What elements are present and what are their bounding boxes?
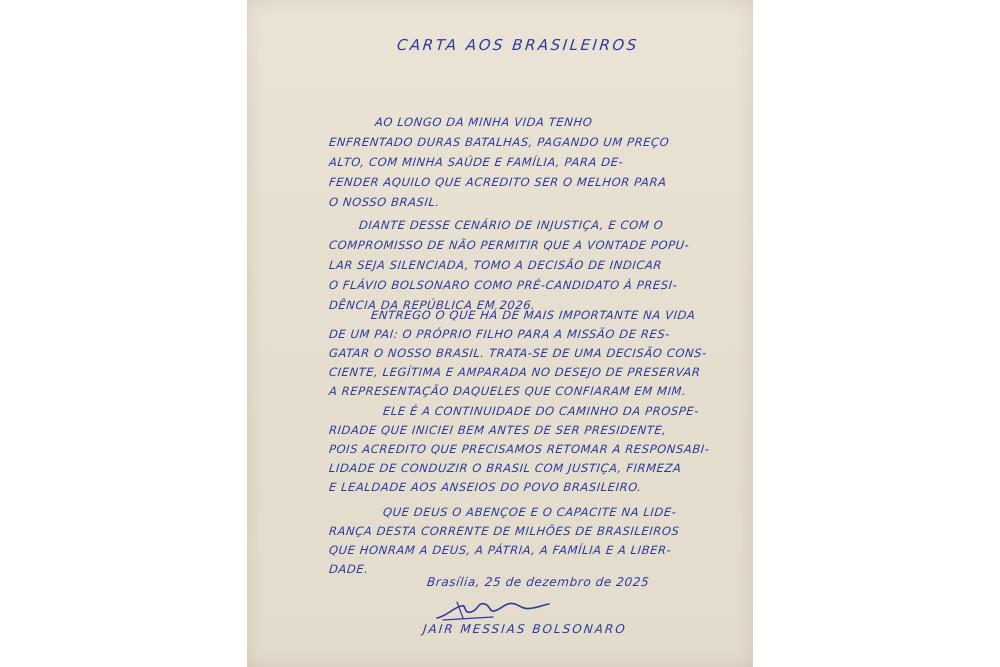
signature-name: JAIR MESSIAS BOLSONARO [422,622,628,636]
letter-line: DÊNCIA DA REPÚBLICA EM 2026. [328,298,537,312]
letter-line: RIDADE QUE INICIEI BEM ANTES DE SER PRESIDENTE, [328,423,668,437]
letter-line: AO LONGO DA MINHA VIDA TENHO [374,115,594,129]
letter-paper [247,0,753,667]
letter-line: O FLÁVIO BOLSONARO COMO PRÉ-CANDIDATO À PRESI- [328,278,679,292]
letter-line: ENFRENTADO DURAS BATALHAS, PAGANDO UM PREÇO [328,135,671,149]
letter-line: A REPRESENTAÇÃO DAQUELES QUE CONFIARAM EM MIM. [328,384,688,398]
letter-line: COMPROMISSO DE NÃO PERMITIR QUE A VONTADE POPU- [328,238,691,252]
letter-line: DE UM PAI: O PRÓPRIO FILHO PARA A MISSÃO DE RES- [328,327,671,341]
letter-line: ELE É A CONTINUIDADE DO CAMINHO DA PROSPE- [382,404,700,418]
letter-line: ENTREGO O QUE HÁ DE MAIS IMPORTANTE NA VIDA [370,308,697,322]
letter-line: DADE. [328,562,370,576]
letter-line: GATAR O NOSSO BRASIL. TRATA-SE DE UMA DECISÃO CONS- [328,346,708,360]
letter-line: DIANTE DESSE CENÁRIO DE INJUSTIÇA, E COM O [358,218,665,232]
letter-line: LAR SEJA SILENCIADA, TOMO A DECISÃO DE INDICAR [328,258,663,272]
letter-line: CIENTE, LEGÍTIMA E AMPARADA NO DESEJO DE PRESERVAR [328,365,702,379]
letter-line: LIDADE DE CONDUZIR O BRASIL COM JUSTIÇA, FIRMEZA [328,461,683,475]
letter-line: FENDER AQUILO QUE ACREDITO SER O MELHOR PARA [328,175,668,189]
letter-line: E LEALDADE AOS ANSEIOS DO POVO BRASILEIRO. [328,480,643,494]
letter-line: ALTO, COM MINHA SAÚDE E FAMÍLIA, PARA DE- [328,155,625,169]
handwritten-signature [433,596,553,624]
letter-line: POIS ACREDITO QUE PRECISAMOS RETOMAR A RESPONSABI- [328,442,711,456]
letter-line: QUE HONRAM A DEUS, A PÁTRIA, A FAMÍLIA E A LIBER- [328,543,673,557]
place-date: Brasília, 25 de dezembro de 2025 [426,575,651,589]
letter-line: QUE DEUS O ABENÇOE E O CAPACITE NA LIDE- [382,505,678,519]
letter-line: O NOSSO BRASIL. [328,195,441,209]
letter-title: CARTA AOS BRASILEIROS [396,36,640,54]
letter-line: RANÇA DESTA CORRENTE DE MILHÕES DE BRASILEIROS [328,524,681,538]
